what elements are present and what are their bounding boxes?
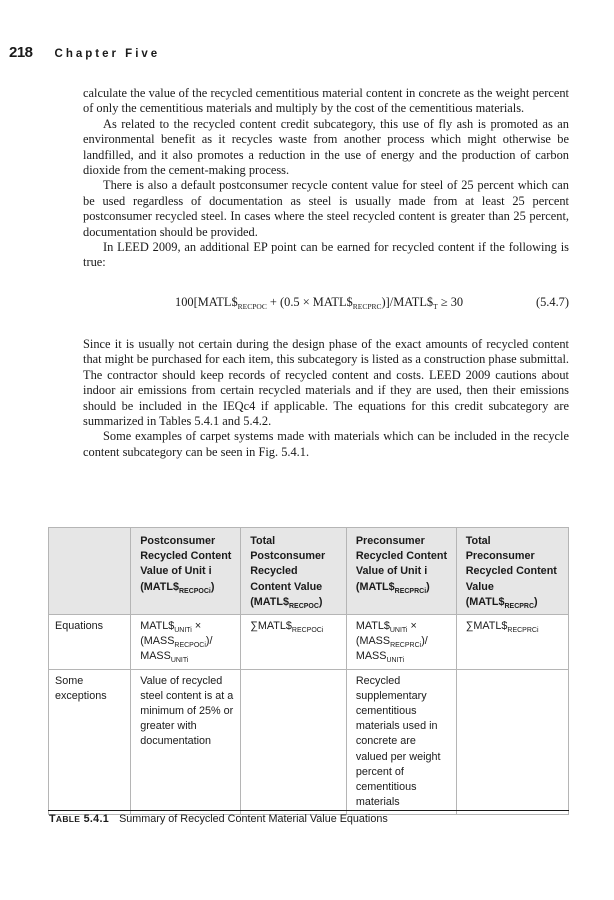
table-5-4-1 (48, 527, 569, 815)
table-caption (49, 813, 388, 825)
equation-number: (5.4.7) (535, 294, 569, 309)
paragraph: As related to the recycled content credit subcategory, this use of fly ash is promoted as an environmental benefit as it recycles waste from another process which might otherwise be landfilled, and it also promotes a reduction in the use of energy and the production of carbon dioxide from the cement-making process. (83, 116, 569, 178)
header-cell-preconsumer-unit: Preconsumer Recycled Content Value of Unit i $(MATL\$_{RECPRCi})$ (346, 528, 456, 615)
equation-cell: $\sum MATL\$_{RECPOCi}$ (241, 615, 347, 670)
equation-expression: $100[MATL\$_{RECPOC} + (0.5$ × $MATL\$_{RECPRC})]/MATL\$_T \ge 30$ (175, 294, 464, 311)
row-label: Some exceptions (49, 669, 131, 815)
table-row-equations (49, 615, 569, 670)
header-cell-preconsumer-total: Total Preconsumer Recycled Content Value $(MATL\$_{RECPRC})$ (456, 528, 568, 615)
page-number: 218 (9, 44, 33, 61)
exception-cell (456, 669, 568, 815)
caption-text: Summary of Recycled Content Material Value Equations (119, 813, 388, 825)
table-row-exceptions (49, 669, 569, 815)
paragraph: calculate the value of the recycled cementitious material content in concrete as the weight percent of only the cementitious materials and multiply by the cost of the cementitious materials. (83, 86, 569, 116)
header-cell-blank (49, 528, 131, 615)
running-header (9, 44, 160, 64)
equation-5-4-7 (83, 281, 569, 331)
exception-cell (241, 669, 347, 815)
paragraph: In LEED 2009, an additional EP point can be earned for recycled content if the following is true: (83, 240, 569, 270)
equation-cell: $MATL\$_{UNITi}$ × $(MASS_{RECPOCi})/$ $MASS_{UNITi}$ (131, 615, 241, 670)
exception-cell: Recycled supplementary cementitious materials used in concrete are valued per weight percent of cementitious materials (346, 669, 456, 815)
paragraph: Since it is usually not certain during the design phase of the exact amounts of recycled content that might be purchased for each item, this subcategory is listed as a construction phase submittal. The contractor should keep records of recycled content and costs. LEED 2009 cautions about indoor air emissions from certain recycled materials and if they are used, then their emissions should be included in the IEQc4 if applicable. The equations for this credit subcategory are summarized in Tables 5.4.1 and 5.4.2. (83, 336, 569, 428)
equation-cell: $MATL\$_{UNITi}$ × $(MASS_{RECPRCi})/$ $MASS_{UNITi}$ (346, 615, 456, 670)
caption-rule (48, 810, 569, 811)
paragraph: Some examples of carpet systems made with materials which can be included in the recycle content subcategory can be seen in Fig. 5.4.1. (83, 429, 569, 459)
header-cell-postconsumer-unit: Postconsumer Recycled Content Value of Unit i $(MATL\$_{RECPOCi})$ (131, 528, 241, 615)
header-cell-postconsumer-total: Total Postconsumer Recycled Content Value $(MATL\$_{RECPOC})$ (241, 528, 347, 615)
paragraph: There is also a default postconsumer recycle content value for steel of 25 percent which can be used regardless of documentation as steel is usually made from at least 25 percent postconsumer recycled steel. In cases where the steel recycled content is greater than 25 percent, documentation should be provided. (83, 178, 569, 239)
chapter-title: Chapter Five (54, 48, 161, 60)
table-header-row (49, 528, 569, 615)
equation-cell: $\sum MATL\$_{RECPRCi}$ (456, 615, 568, 670)
body-text (83, 86, 569, 460)
caption-label: TABLE 5.4.1 (49, 813, 110, 825)
exception-cell: Value of recycled steel content is at a minimum of 25% or greater with documentation (131, 669, 241, 815)
row-label: Equations (49, 615, 131, 670)
